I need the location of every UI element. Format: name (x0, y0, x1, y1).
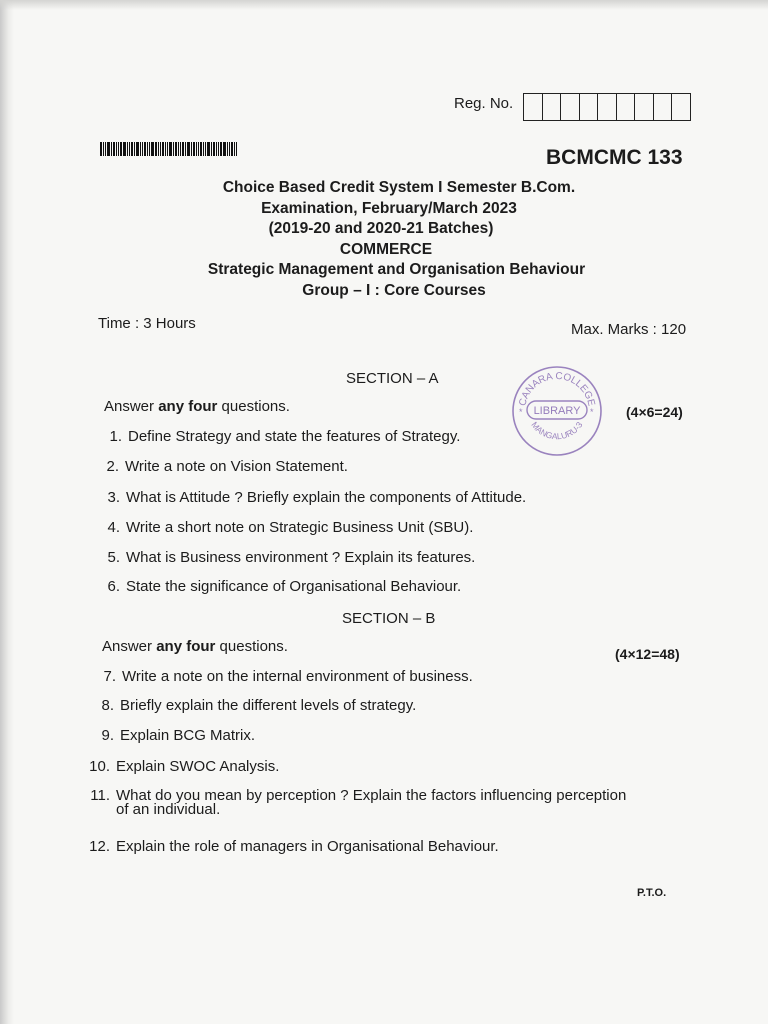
barcode-bar (100, 142, 102, 156)
barcode-bar (140, 142, 141, 156)
barcode-bar (182, 142, 184, 156)
stamp-star-right-icon: * (590, 407, 594, 417)
section-b-marks: (4×12=48) (615, 646, 680, 662)
question-number: 2. (106, 458, 119, 475)
stamp-center-text: LIBRARY (533, 405, 581, 417)
barcode-bar (231, 142, 233, 156)
barcode-bar (185, 142, 186, 156)
section-a-instruction (104, 398, 290, 415)
reg-no-box (524, 94, 543, 120)
header-line-6: Group – I : Core Courses (302, 281, 486, 299)
barcode-bar (120, 142, 122, 156)
barcode-bar (136, 142, 139, 156)
barcode-bar (196, 142, 197, 156)
header-line-3: (2019-20 and 2020-21 Batches) (268, 220, 494, 237)
question-text: State the significance of Organisational Behaviour. (126, 578, 462, 595)
barcode-bar (155, 142, 157, 156)
section-b-title: SECTION – B (342, 610, 436, 627)
question-text: Write a short note on Strategic Business Unit (SBU). (126, 519, 474, 536)
barcode-bar (151, 142, 154, 156)
stamp-top-text: CANARA COLLEGE (517, 370, 597, 408)
question-text: Write a note on Vision Statement. (125, 458, 348, 475)
question-11 (84, 789, 644, 817)
reg-no-box (617, 94, 636, 120)
barcode-bar (193, 142, 195, 156)
library-stamp (510, 364, 604, 458)
question-10 (84, 758, 279, 775)
exam-header (0, 178, 768, 301)
question-5 (94, 549, 475, 566)
stamp-bottom-text: MANGALURU-3 (529, 419, 585, 442)
barcode-bar (113, 142, 115, 156)
barcode-bar (180, 142, 181, 156)
barcode-bar (207, 142, 210, 156)
barcode-bar (187, 142, 190, 156)
course-code: BCMCMC 133 (546, 146, 683, 169)
question-3 (94, 489, 526, 506)
question-number: 10. (89, 758, 110, 775)
barcode-bar (229, 142, 230, 156)
question-number: 11. (90, 787, 110, 804)
instruction-suffix: questions. (215, 638, 288, 655)
barcode-bar (213, 142, 215, 156)
pto-label: P.T.O. (637, 887, 667, 899)
paper-top-shadow (0, 0, 768, 10)
barcode-bar (158, 142, 159, 156)
question-number: 8. (101, 697, 114, 714)
barcode-bar (118, 142, 119, 156)
barcode-bar (236, 142, 237, 156)
barcode-bar (203, 142, 204, 156)
barcode-bar (105, 142, 106, 156)
instruction-suffix: questions. (217, 398, 290, 415)
question-7 (90, 668, 473, 685)
question-number: 12. (89, 838, 110, 855)
question-text: What is Business environment ? Explain its features. (126, 549, 476, 566)
barcode-bar (205, 142, 206, 156)
question-4 (94, 519, 473, 536)
barcode-bar (123, 142, 126, 156)
max-marks-label: Max. Marks : 120 (571, 321, 687, 338)
reg-no-boxes (523, 93, 691, 121)
question-text: Briefly explain the different levels of strategy. (120, 697, 417, 714)
barcode-bar (144, 142, 146, 156)
barcode-bar (131, 142, 133, 156)
reg-no-box (672, 94, 690, 120)
barcode-bar (234, 142, 235, 156)
barcode (100, 142, 250, 156)
barcode-bar (165, 142, 166, 156)
barcode-bar (178, 142, 179, 156)
header-line-2: Examination, February/March 2023 (261, 199, 517, 217)
header-line-4: COMMERCE (339, 240, 433, 258)
reg-no-box (543, 94, 562, 120)
barcode-bar (223, 142, 226, 156)
barcode-bar (218, 142, 219, 156)
question-6 (94, 578, 461, 595)
barcode-bar (198, 142, 199, 156)
barcode-bar (149, 142, 150, 156)
question-text: What is Attitude ? Briefly explain the components of Attitude. (126, 489, 527, 506)
question-2 (93, 458, 348, 475)
section-b-instruction (102, 638, 288, 655)
barcode-bar (147, 142, 148, 156)
barcode-bar (227, 142, 228, 156)
barcode-bar (211, 142, 212, 156)
barcode-bar (142, 142, 143, 156)
question-number: 4. (107, 519, 120, 536)
question-text: What do you mean by perception ? Explain the factors influencing perception of an individual. (116, 787, 627, 818)
reg-no-box (654, 94, 673, 120)
reg-no-box (561, 94, 580, 120)
barcode-bar (175, 142, 177, 156)
barcode-bar (169, 142, 172, 156)
instruction-prefix: Answer (102, 638, 157, 655)
barcode-bar (173, 142, 174, 156)
barcode-bar (191, 142, 192, 156)
question-number: 5. (107, 549, 120, 566)
barcode-bar (160, 142, 161, 156)
barcode-bar (116, 142, 117, 156)
instruction-bold: any four (158, 398, 218, 415)
section-a-marks: (4×6=24) (626, 404, 683, 420)
barcode-bar (220, 142, 222, 156)
barcode-bar (162, 142, 164, 156)
barcode-bar (216, 142, 217, 156)
question-9 (88, 727, 255, 744)
question-text: Write a note on the internal environment of business. (122, 668, 473, 685)
stamp-star-left-icon: * (519, 407, 523, 417)
barcode-bar (200, 142, 202, 156)
question-8 (88, 697, 416, 714)
instruction-bold: any four (156, 638, 216, 655)
barcode-bar (134, 142, 135, 156)
question-text: Explain BCG Matrix. (120, 727, 256, 744)
question-text: Define Strategy and state the features of Strategy. (128, 428, 461, 445)
header-line-1: Choice Based Credit System I Semester B.Com. (222, 179, 576, 196)
reg-no-box (635, 94, 654, 120)
instruction-prefix: Answer (104, 398, 159, 415)
question-number: 6. (107, 578, 120, 595)
reg-no-box (598, 94, 617, 120)
barcode-bar (103, 142, 104, 156)
question-number: 7. (103, 668, 116, 685)
question-number: 9. (101, 727, 114, 744)
question-number: 3. (107, 489, 120, 506)
svg-text:MANGALURU-3 (529, 420, 584, 442)
question-text: Explain the role of managers in Organisational Behaviour. (116, 838, 499, 855)
barcode-bar (107, 142, 110, 156)
reg-no-label: Reg. No. (454, 95, 514, 112)
header-line-5: Strategic Management and Organisation Behaviour (207, 261, 586, 278)
barcode-bar (111, 142, 112, 156)
question-text: Explain SWOC Analysis. (116, 758, 280, 775)
question-number: 1. (109, 428, 122, 445)
reg-no-box (580, 94, 599, 120)
paper-edge-shadow (0, 0, 14, 1024)
barcode-bar (167, 142, 168, 156)
section-a-title: SECTION – A (346, 370, 439, 387)
barcode-bar (129, 142, 130, 156)
time-label: Time : 3 Hours (98, 315, 196, 332)
barcode-bar (127, 142, 128, 156)
question-12 (84, 838, 499, 855)
question-1 (96, 428, 460, 445)
